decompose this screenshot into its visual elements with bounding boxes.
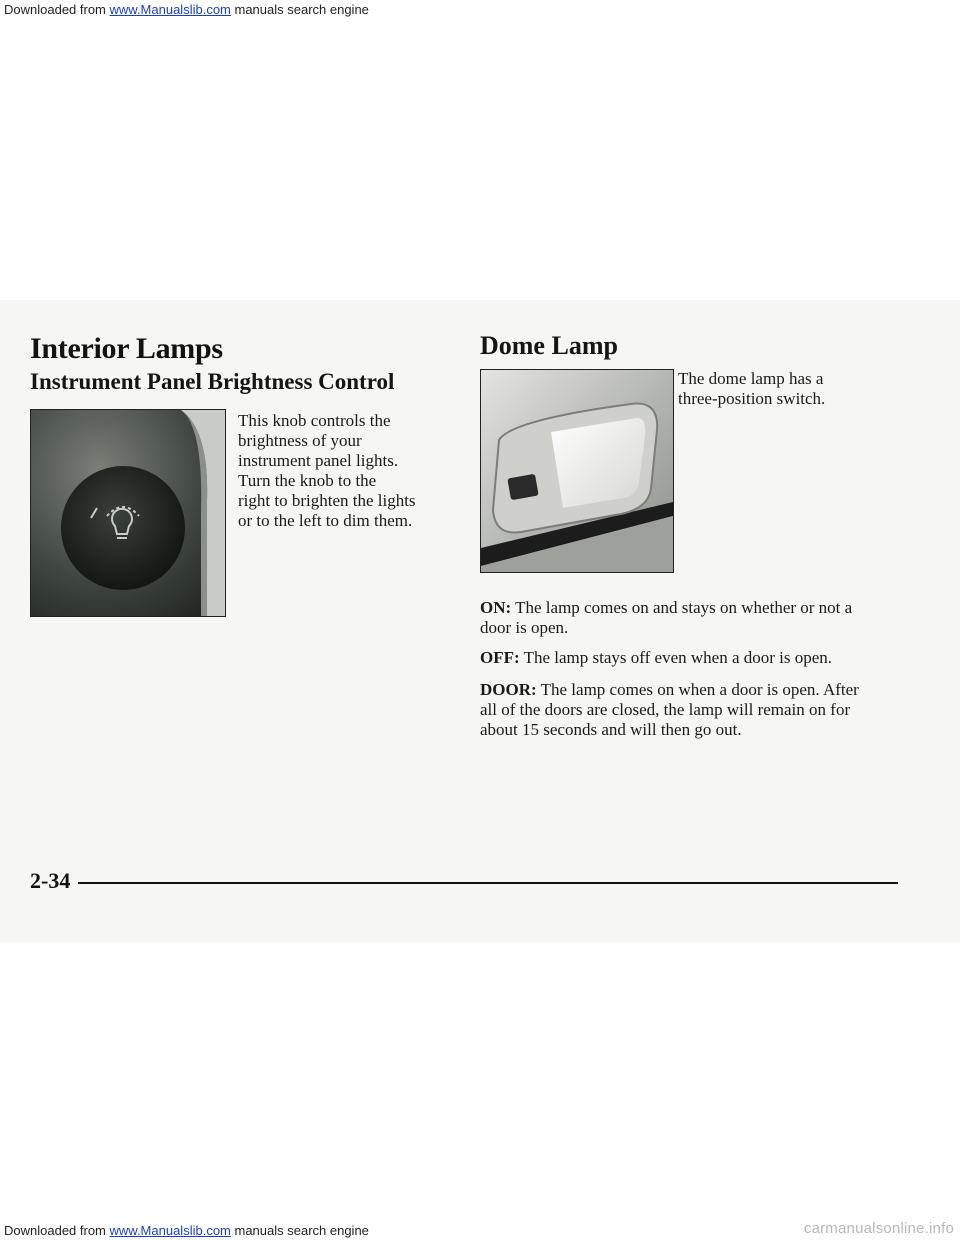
carmanuals-watermark: carmanualsonline.info (803, 1220, 954, 1237)
download-notice-top: Downloaded from www.Manualslib.com manuals search engine (4, 2, 369, 17)
door-label: DOOR: (480, 680, 537, 699)
dome-lamp-title: Dome Lamp (480, 331, 618, 360)
page-number: 2-34 (30, 868, 71, 893)
brightness-knob-photo (30, 409, 226, 617)
off-label: OFF: (480, 648, 520, 667)
door-setting-paragraph: DOOR: The lamp comes on when a door is open. After all of the doors are closed, the lamp will remain on for about 15 seconds and will then go out. (480, 680, 859, 739)
off-setting-paragraph: OFF: The lamp stays off even when a door is open. (480, 648, 833, 667)
manualslib-link[interactable]: www.Manualslib.com (109, 2, 231, 17)
subsection-title: Instrument Panel Brightness Control (30, 369, 395, 394)
dome-intro: The dome lamp has a three-position switch. (678, 369, 826, 408)
manualslib-link-bottom[interactable]: www.Manualslib.com (109, 1223, 231, 1238)
on-label: ON: (480, 598, 512, 617)
knob-description: This knob controls the brightness of your instrument panel lights. Turn the knob to the right to brighten the lights or to the left to dim them. (238, 411, 416, 530)
footer-rule (78, 882, 898, 884)
download-notice-bottom: Downloaded from www.Manualslib.com manuals search engine (4, 1223, 369, 1238)
on-setting-paragraph: ON: The lamp comes on and stays on whether or not a door is open. (480, 598, 853, 637)
section-title: Interior Lamps (30, 332, 223, 365)
dome-lamp-photo (480, 369, 674, 573)
